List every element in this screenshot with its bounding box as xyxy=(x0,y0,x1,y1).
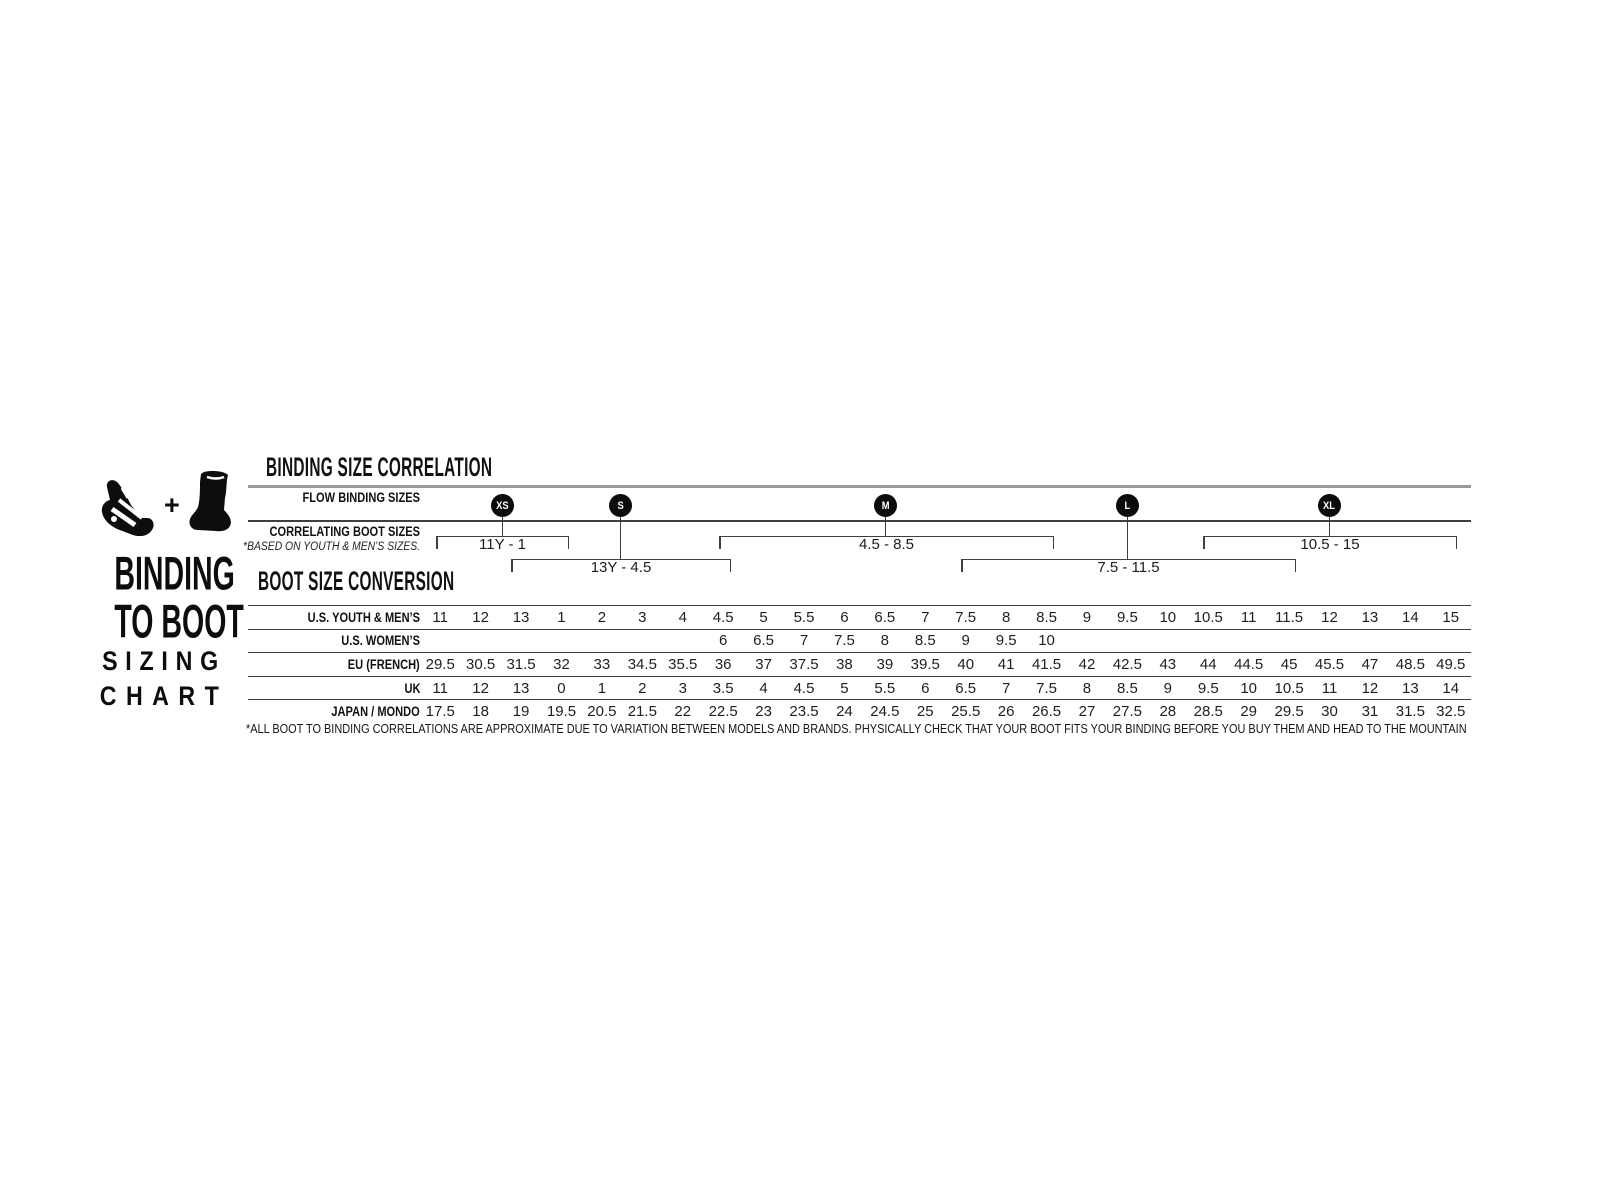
badge-text: M xyxy=(881,499,890,512)
size-value xyxy=(1228,633,1268,648)
boot-range-bracket-m xyxy=(719,536,1054,551)
table-row-japan-mondo xyxy=(248,699,1471,723)
logo-text-sizing: SIZING xyxy=(102,646,226,676)
size-value: 10 xyxy=(1038,632,1055,650)
size-value: 0 xyxy=(557,679,566,697)
row-values xyxy=(420,681,1471,696)
size-value xyxy=(541,633,581,648)
size-value: 39.5 xyxy=(910,655,940,673)
size-value: 23 xyxy=(755,703,772,721)
conversion-table xyxy=(248,605,1471,723)
size-value: 42 xyxy=(1078,655,1096,673)
size-value: 9 xyxy=(961,632,970,650)
plus-sign: + xyxy=(164,490,180,520)
size-value: 11 xyxy=(1321,679,1338,697)
size-value: 8 xyxy=(1082,679,1092,697)
size-value: 25.5 xyxy=(951,703,981,721)
size-value: 14 xyxy=(1442,679,1460,697)
size-value: 8.5 xyxy=(914,632,936,650)
row-values xyxy=(420,704,1471,719)
size-value: 9.5 xyxy=(995,632,1017,650)
size-value: 17.5 xyxy=(425,703,455,721)
row-label: EU (FRENCH) xyxy=(348,656,420,672)
flow-size-badge-s xyxy=(609,494,632,517)
boot-range-label: 11Y - 1 xyxy=(479,536,526,553)
size-value: 32 xyxy=(553,655,570,673)
size-value: 10.5 xyxy=(1274,679,1304,697)
size-value: 24.5 xyxy=(870,703,900,721)
conversion-title: BOOT SIZE CONVERSION xyxy=(258,566,455,596)
size-value: 15 xyxy=(1442,608,1460,626)
connector-line-l xyxy=(1127,517,1128,559)
boot-range-label: 7.5 - 11.5 xyxy=(1097,559,1160,576)
size-value: 42.5 xyxy=(1112,655,1142,673)
row-values xyxy=(420,610,1471,625)
size-value: 7.5 xyxy=(955,608,977,626)
size-value: 37 xyxy=(755,655,772,673)
size-value xyxy=(1107,633,1147,648)
size-value xyxy=(420,633,460,648)
size-value: 7 xyxy=(799,632,809,650)
size-value: 45 xyxy=(1280,655,1298,673)
size-value: 38 xyxy=(836,655,853,673)
size-value xyxy=(1269,633,1309,648)
size-value: 3 xyxy=(678,679,687,697)
size-value xyxy=(1067,633,1107,648)
boot-range-label: 13Y - 4.5 xyxy=(590,559,652,576)
size-value: 6 xyxy=(921,679,930,697)
size-value xyxy=(1188,633,1228,648)
flow-size-badge-l xyxy=(1116,494,1139,517)
size-value: 5.5 xyxy=(793,608,815,626)
size-value: 48.5 xyxy=(1395,655,1425,673)
boot-range-bracket-l xyxy=(961,559,1296,574)
size-value: 13 xyxy=(512,679,530,697)
size-value: 11 xyxy=(432,608,448,626)
correlating-boot-sizes-note: *BASED ON YOUTH & MEN’S SIZES. xyxy=(243,541,420,553)
logo-text-binding: BINDING xyxy=(114,546,235,600)
size-value: 6.5 xyxy=(955,679,977,697)
boot-range-bracket-xs xyxy=(436,536,569,551)
size-value: 7 xyxy=(921,608,930,626)
size-value: 40 xyxy=(957,655,975,673)
size-value: 4 xyxy=(678,608,687,626)
logo-text-to-boot: TO BOOT xyxy=(114,594,244,648)
boot-range-bracket-s xyxy=(511,559,731,574)
size-value: 34.5 xyxy=(627,655,657,673)
footnote: *ALL BOOT TO BINDING CORRELATIONS ARE APPROXIMATE DUE TO VARIATION BETWEEN MODELS AND BRANDS. PHYSICALLY CHECK THAT YOUR BOOT FITS YOUR BINDING BEFORE YOU BUY THEM AND HEAD TO THE MOUNTAIN xyxy=(246,722,1467,736)
row-label: U.S. YOUTH & MEN’S xyxy=(307,609,420,625)
row-label: JAPAN / MONDO xyxy=(331,704,420,720)
size-value: 2 xyxy=(638,679,647,697)
size-value xyxy=(1148,633,1188,648)
size-value: 20.5 xyxy=(587,703,617,721)
badge-text: S xyxy=(617,499,624,512)
size-value: 29.5 xyxy=(1274,703,1304,721)
table-row-us-youth-mens xyxy=(248,605,1471,629)
divider-thick xyxy=(248,485,1471,488)
size-value: 11 xyxy=(432,679,448,697)
size-value: 9.5 xyxy=(1116,608,1138,626)
size-value xyxy=(1390,633,1430,648)
size-value: 8.5 xyxy=(1116,679,1138,697)
size-value: 5 xyxy=(840,679,849,697)
row-label: UK xyxy=(404,680,420,696)
size-value: 31.5 xyxy=(506,655,536,673)
row-values xyxy=(420,657,1471,672)
size-value: 28.5 xyxy=(1193,703,1223,721)
size-value: 26 xyxy=(997,703,1015,721)
size-value: 8.5 xyxy=(1036,608,1057,626)
size-value: 30.5 xyxy=(466,655,496,673)
size-value xyxy=(582,633,622,648)
size-value: 37.5 xyxy=(789,655,819,673)
size-value: 12 xyxy=(1321,608,1338,626)
size-value: 10.5 xyxy=(1193,608,1223,626)
size-value: 9 xyxy=(1163,679,1172,697)
size-value: 45.5 xyxy=(1314,655,1345,673)
snowboard-binding-icon xyxy=(98,478,164,536)
size-value: 6.5 xyxy=(874,608,896,626)
size-value: 39 xyxy=(876,655,894,673)
size-value: 43 xyxy=(1159,655,1177,673)
boot-range-label: 4.5 - 8.5 xyxy=(858,536,915,553)
size-value: 47 xyxy=(1361,655,1379,673)
size-value: 9.5 xyxy=(1197,679,1219,697)
connector-line-s xyxy=(620,517,621,559)
size-value: 21.5 xyxy=(627,703,657,721)
badge-text: L xyxy=(1124,499,1131,512)
correlation-title: BINDING SIZE CORRELATION xyxy=(266,452,493,482)
flow-size-badge-m xyxy=(874,494,897,517)
size-value: 19.5 xyxy=(546,703,577,721)
size-value: 22.5 xyxy=(708,703,738,721)
size-value: 12 xyxy=(472,608,489,626)
size-value xyxy=(622,633,662,648)
size-value: 41 xyxy=(997,655,1015,673)
size-value: 19 xyxy=(512,703,530,721)
size-value: 32.5 xyxy=(1436,703,1466,721)
size-value: 9 xyxy=(1082,608,1092,626)
size-value: 8 xyxy=(1001,608,1011,626)
size-value: 13 xyxy=(1361,608,1379,626)
size-value: 13 xyxy=(512,608,530,626)
size-value: 36 xyxy=(714,655,732,673)
size-value: 23.5 xyxy=(789,703,819,721)
connector-line-xs xyxy=(502,517,503,536)
size-value: 29.5 xyxy=(425,655,455,673)
size-value: 26.5 xyxy=(1031,703,1062,721)
size-value: 10 xyxy=(1159,608,1177,626)
size-value: 4.5 xyxy=(712,608,734,626)
size-value: 27.5 xyxy=(1112,703,1142,721)
size-value xyxy=(663,633,703,648)
size-value xyxy=(1309,633,1349,648)
size-value: 27 xyxy=(1078,703,1096,721)
size-value: 1 xyxy=(557,608,566,626)
row-label: U.S. WOMEN’S xyxy=(341,633,420,649)
logo-text-chart: CHART xyxy=(99,681,229,711)
size-value: 31.5 xyxy=(1395,703,1425,721)
table-row-uk xyxy=(248,676,1471,700)
size-value: 5 xyxy=(759,608,768,626)
divider xyxy=(248,520,1471,522)
size-value: 7.5 xyxy=(1036,679,1057,697)
size-value: 31 xyxy=(1361,703,1379,721)
size-value: 18 xyxy=(472,703,489,721)
badge-text: XL xyxy=(1323,499,1336,512)
size-value: 12 xyxy=(472,679,489,697)
size-value xyxy=(1431,633,1471,648)
size-value: 44 xyxy=(1199,655,1217,673)
size-value: 5.5 xyxy=(874,679,896,697)
size-value xyxy=(460,633,500,648)
size-value: 6 xyxy=(840,608,849,626)
size-value: 11 xyxy=(1240,608,1257,626)
connector-line-m xyxy=(885,517,886,536)
size-value: 13 xyxy=(1402,679,1419,697)
boot-range-bracket-xl xyxy=(1203,536,1457,551)
size-value: 7 xyxy=(1001,679,1011,697)
badge-text: XS xyxy=(496,499,509,512)
size-value: 14 xyxy=(1402,608,1419,626)
size-value: 3 xyxy=(638,608,647,626)
flow-binding-sizes-label: FLOW BINDING SIZES xyxy=(302,490,420,505)
flow-size-badge-xs xyxy=(491,494,514,517)
size-value: 7.5 xyxy=(834,632,855,650)
size-value: 12 xyxy=(1361,679,1379,697)
size-value: 6.5 xyxy=(753,632,775,650)
size-value: 29 xyxy=(1240,703,1257,721)
size-value: 3.5 xyxy=(712,679,734,697)
size-value: 24 xyxy=(836,703,853,721)
size-value: 33 xyxy=(593,655,611,673)
size-value: 41.5 xyxy=(1031,655,1062,673)
row-values xyxy=(420,633,1471,648)
size-value: 4 xyxy=(759,679,768,697)
size-value: 25 xyxy=(916,703,934,721)
size-value xyxy=(1350,633,1390,648)
size-value: 44.5 xyxy=(1234,655,1264,673)
size-value: 11.5 xyxy=(1275,608,1304,626)
size-value: 22 xyxy=(674,703,692,721)
size-value: 1 xyxy=(597,679,607,697)
size-value: 4.5 xyxy=(793,679,815,697)
flow-size-badge-xl xyxy=(1318,494,1341,517)
size-value: 28 xyxy=(1159,703,1177,721)
size-value: 6 xyxy=(718,632,728,650)
boot-range-label: 10.5 - 15 xyxy=(1300,536,1360,553)
size-value: 35.5 xyxy=(668,655,698,673)
correlating-boot-sizes-label: CORRELATING BOOT SIZES xyxy=(269,524,420,539)
connector-line-xl xyxy=(1329,517,1330,536)
size-value: 10 xyxy=(1240,679,1257,697)
table-row-eu xyxy=(248,652,1471,676)
size-value: 8 xyxy=(880,632,890,650)
size-value: 30 xyxy=(1321,703,1338,721)
size-value: 49.5 xyxy=(1436,655,1466,673)
size-value: 2 xyxy=(597,608,607,626)
table-row-us-womens xyxy=(248,629,1471,653)
size-value xyxy=(501,633,541,648)
